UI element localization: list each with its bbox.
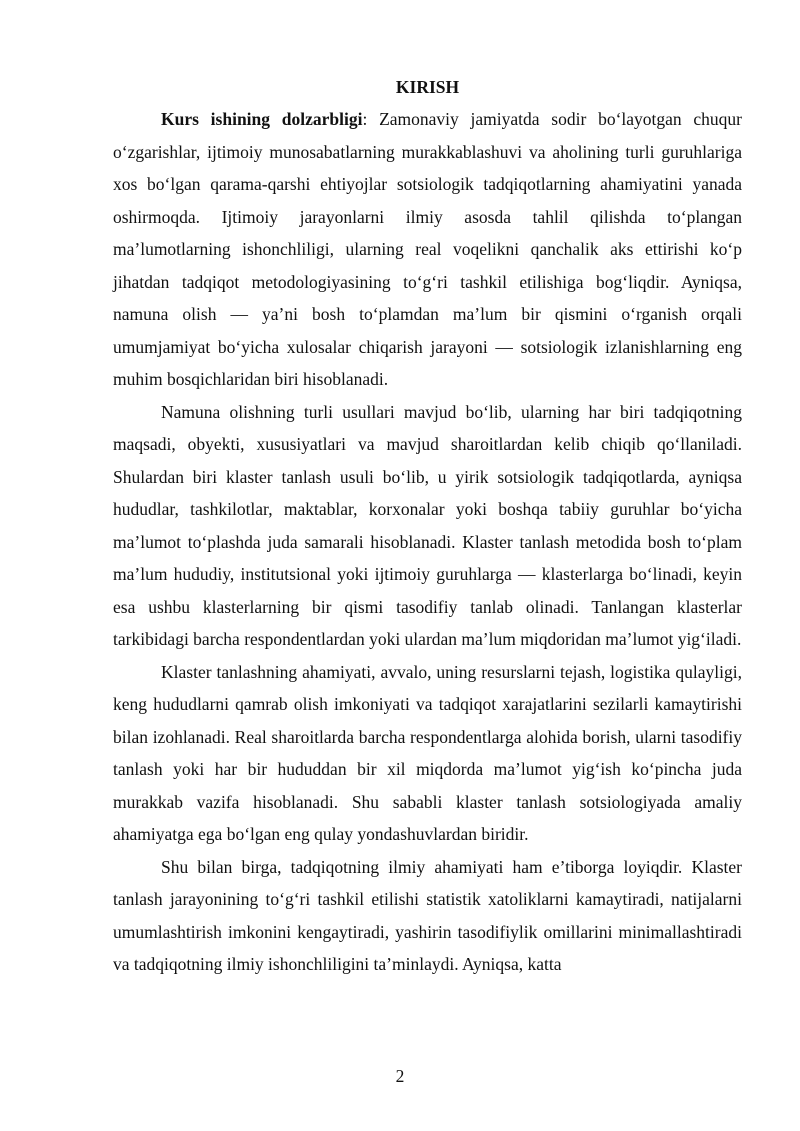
- paragraph-3: Klaster tanlashning ahamiyati, avvalo, uning resurslarni tejash, logistika qulayligi, keng hududlarni qamrab olish imkoniyati va tadqiqot xarajatlarini sezilarli kamaytirishi bilan izohlanadi. Real sharoitlarda barcha respondentlarga alohida borish, ularni tasodifiy tanlash yoki har bir hududdan bir xil miqdorda ma’lumot yig‘ish ko‘pincha juda murakkab vazifa hisoblanadi. Shu sababli klaster tanlash sotsiologiyada amaliy ahamiyatga ega bo‘lgan eng qulay yondashuvlardan biridir.: [113, 661, 742, 844]
- paragraph-2: Namuna olishning turli usullari mavjud bo‘lib, ularning har biri tadqiqotning maqsadi, obyekti, xususiyatlari va mavjud sharoitlardan kelib chiqib qo‘llaniladi. Shulardan biri klaster tanlash usuli bo‘lib, u yirik sotsiologik tadqiqotlarda, ayniqsa hududlar, tashkilotlar, maktablar, korxonalar yoki boshqa tabiiy guruhlar bo‘yicha ma’lumot to‘plashda juda samarali hisoblanadi. Klaster tanlash metodida bosh to‘plam ma’lum hududiy, institutsional yoki ijtimoiy guruhlarga — klasterlarga bo‘linadi, keyin esa ushbu klasterlarning bir qismi tasodifiy tanlab olinadi. Tanlangan klasterlar tarkibidagi barcha respondentlardan yoki ulardan ma’lum miqdoridan ma’lumot yig‘iladi.: [113, 401, 742, 649]
- page-content: [113, 74, 742, 981]
- section-heading: KIRISH: [395, 77, 460, 97]
- paragraph-lead: Kurs ishining dolzarbligi: [161, 109, 363, 129]
- page-number: 2: [395, 1066, 405, 1086]
- paragraph-1: [113, 103, 742, 396]
- paragraph-4: Shu bilan birga, tadqiqotning ilmiy ahamiyati ham e’tiborga loyiqdir. Klaster tanlash jarayonining to‘g‘ri tashkil etilishi statistik xatoliklarni kamaytiradi, natijalarni umumlashtirish imkonini kengaytiradi, yashirin tasodifiylik omillarini minimallashtiradi va tadqiqotning ilmiy ishonchliligini ta’minlaydi. Ayniqsa, katta: [113, 856, 742, 974]
- paragraph-1-text: : Zamonaviy jamiyatda sodir bo‘layotgan chuqur o‘zgarishlar, ijtimoiy munosabatlarning murakkablashuvi va aholining turli guruhlariga xos bo‘lgan qarama-qarshi ehtiyojlar sotsiologik tadqiqotlarning ahamiyatini yanada oshirmoqda. Ijtimoiy jarayonlarni ilmiy asosda tahlil qilishda to‘plangan ma’lumotlarning ishonchliligi, ularning real voqelikni qanchalik aks ettirishi ko‘p jihatdan tadqiqot metodologiyasining to‘g‘ri tashkil etilishiga bog‘liqdir. Ayniqsa, namuna olish — ya’ni bosh to‘plamdan ma’lum bir qismini o‘rganish orqali umumjamiyat bo‘yicha xulosalar chiqarish jarayoni — sotsiologik izlanishlarning eng muhim bosqichlaridan biri hisoblanadi.: [113, 109, 742, 389]
